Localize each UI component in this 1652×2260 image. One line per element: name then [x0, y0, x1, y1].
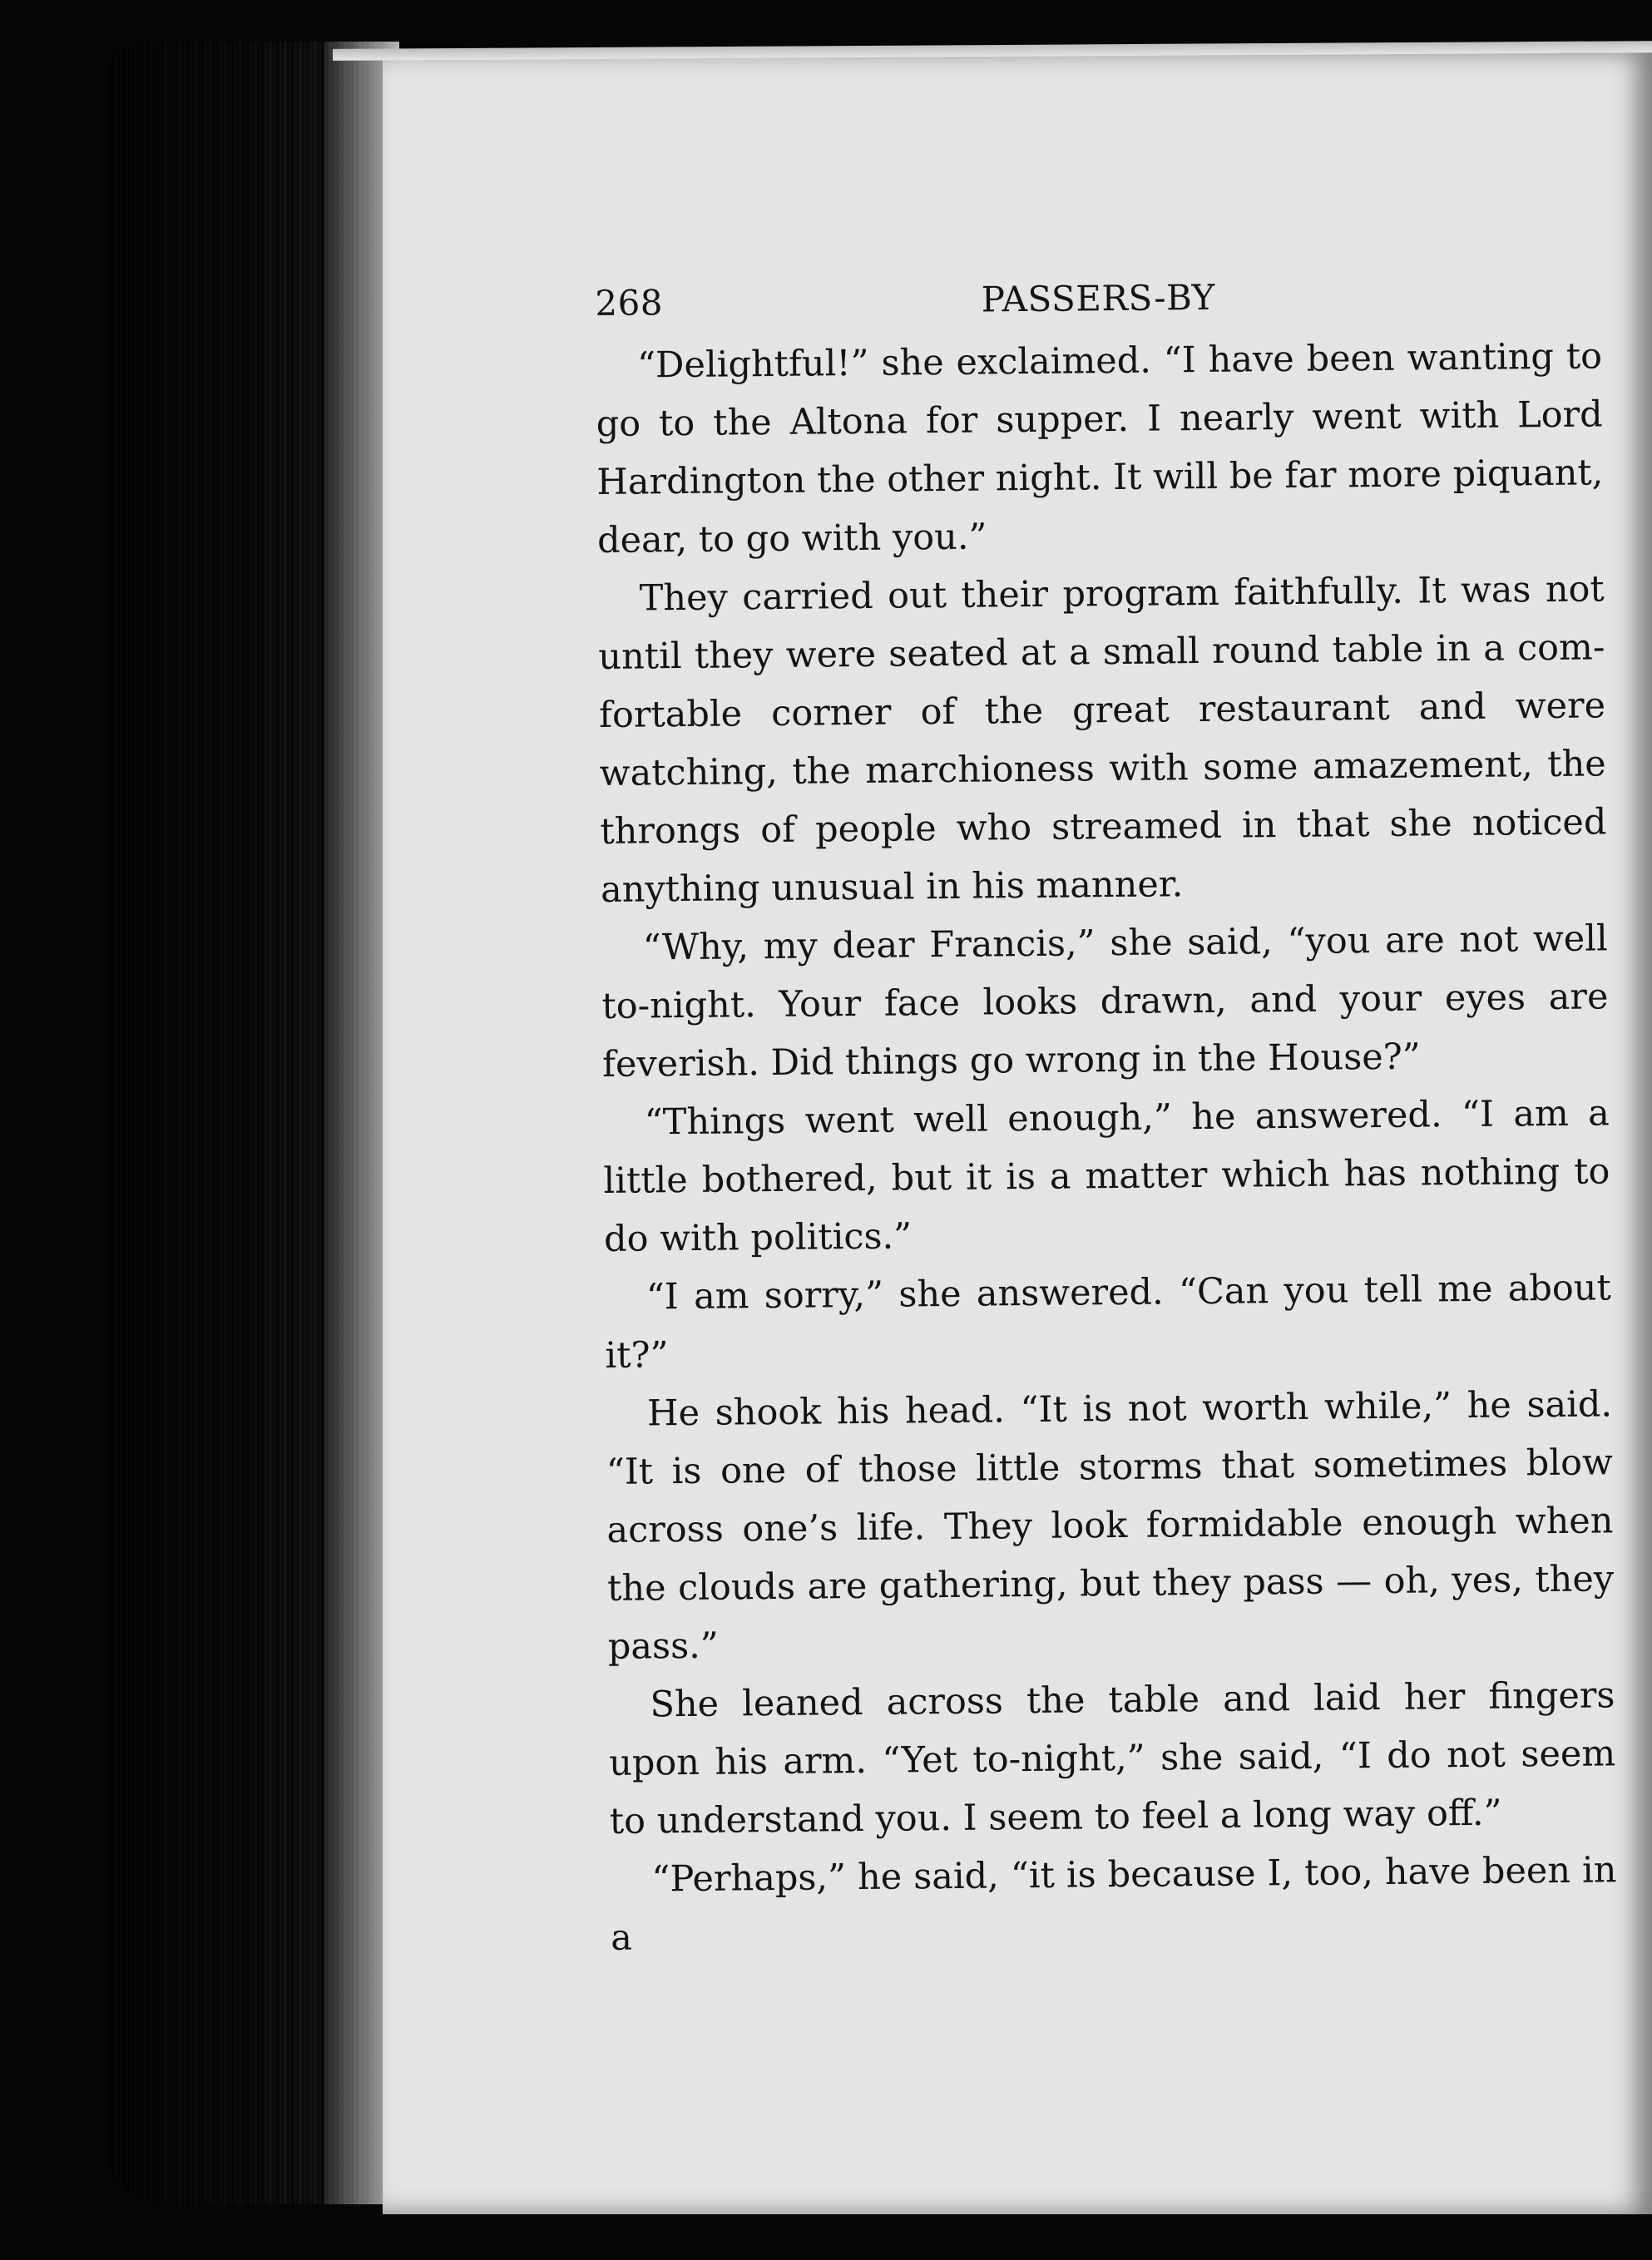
page-number: 268 — [595, 282, 664, 324]
paragraph-4: “Things went well enough,” he answered. “I am a little bothered, but it is a matter which has nothing to do with politics.” — [603, 1092, 1610, 1260]
paragraph-5: “I am sorry,” she answered. “Can you tell me about it?” — [605, 1267, 1611, 1377]
paragraph-1: “Delightful!” she exclaimed. “I have been wanting to go to the Altona for supper. I nearly went with Lord Hardington the other night. It will be far more piquant, dear, to go with you.” — [596, 335, 1604, 561]
running-title: PASSERS-BY — [981, 276, 1216, 320]
page-text-block — [595, 265, 1617, 1967]
page-edges — [108, 42, 399, 2204]
paragraph-2: They carried out their program faithfully. It was not until they were seated at a small round table in a comfortable corner of the great restaurant and were watching, the marchioness with some amazement, the throngs of people who streamed in that she noticed anything unusual in his manner. — [598, 568, 1607, 911]
paragraph-7: She leaned across the table and laid her fingers upon his arm. “Yet to-night,” she said, “I do not seem to understand you. I seem to feel a long way off.” — [608, 1674, 1616, 1842]
running-head — [595, 265, 1602, 337]
paragraph-3: “Why, my dear Francis,” she said, “you are not well to-night. Your face looks drawn, and your eyes are feverish. Did things go wrong in the House?” — [601, 917, 1609, 1085]
paragraph-6: He shook his head. “It is not worth while,” he said. “It is one of those little storms that sometimes blow across one’s life. They look formidable enough when the clouds are gathering, but they pass — oh, yes, they pass.” — [606, 1383, 1615, 1668]
paragraph-8: “Perhaps,” he said, “it is because I, too, have been in a — [610, 1849, 1617, 1959]
